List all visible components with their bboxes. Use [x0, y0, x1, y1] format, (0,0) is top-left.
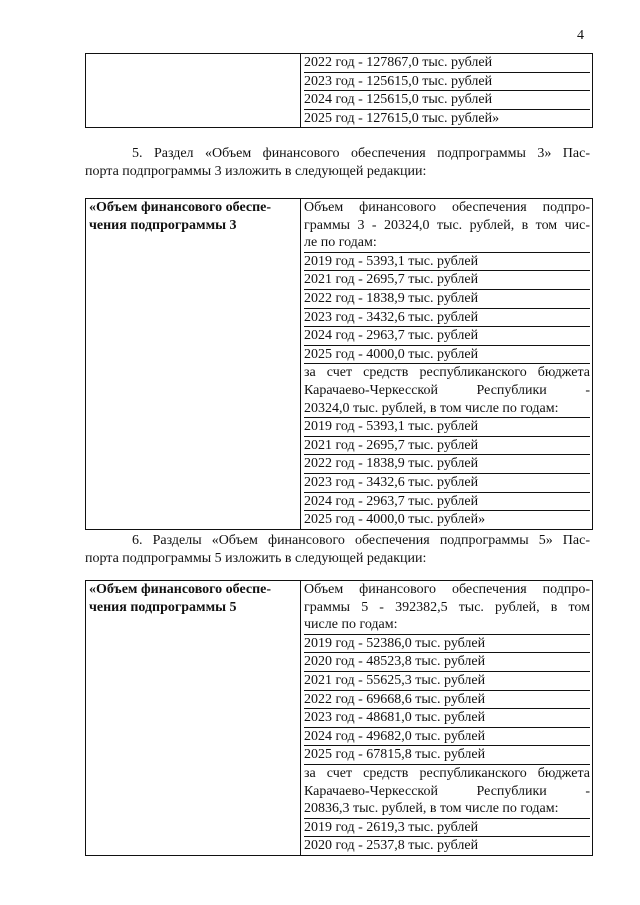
table-left-cell: [86, 199, 301, 530]
table-line: 2022 год - 1838,9 тыс. рублей: [304, 455, 590, 474]
section-heading-line: «Объем финансового обеспе-: [89, 200, 272, 215]
table-right-cell: [301, 54, 593, 128]
paragraph-line: 5. Раздел «Объем финансового обеспечения подпрограммы 3» Пас-: [132, 146, 590, 161]
table-line: 2019 год - 2619,3 тыс. рублей: [304, 819, 590, 838]
table-line: 2019 год - 5393,1 тыс. рублей: [304, 253, 590, 272]
table-right-cell: [301, 199, 593, 530]
table-line: числе по годам:: [304, 616, 590, 635]
table-left-cell-empty: [86, 54, 301, 128]
table-line: 2024 год - 125615,0 тыс. рублей: [304, 91, 590, 110]
paragraph-line: 6. Разделы «Объем финансового обеспечения подпрограммы 5» Пас-: [132, 533, 590, 548]
table-line: Карачаево-Черкесской Республики -: [304, 783, 590, 799]
table-line: 20836,3 тыс. рублей, в том числе по годам:: [304, 800, 590, 819]
table-line: 2024 год - 49682,0 тыс. рублей: [304, 728, 590, 747]
paragraph-line: порта подпрограммы 5 изложить в следующей редакции:: [85, 551, 427, 566]
table-line: 2020 год - 48523,8 тыс. рублей: [304, 653, 590, 672]
page-number: 4: [577, 28, 584, 43]
table-line: 2022 год - 69668,6 тыс. рублей: [304, 691, 590, 710]
funding-table-continuation: [85, 53, 593, 128]
table-line: 2021 год - 55625,3 тыс. рублей: [304, 672, 590, 691]
table-line: 2025 год - 4000,0 тыс. рублей»: [304, 512, 486, 528]
table-line: ле по годам:: [304, 234, 590, 253]
table-line: 2023 год - 125615,0 тыс. рублей: [304, 73, 590, 92]
table-line: за счет средств республиканского бюджета: [304, 365, 590, 381]
paragraph-6: [85, 532, 590, 568]
funding-table-subprogram-3: [85, 198, 593, 530]
table-line: 2023 год - 3432,6 тыс. рублей: [304, 309, 590, 328]
table-line: 2025 год - 127615,0 тыс. рублей»: [304, 110, 500, 126]
table-line: 2024 год - 2963,7 тыс. рублей: [304, 493, 590, 512]
table-line: 2020 год - 2537,8 тыс. рублей: [304, 838, 479, 854]
table-line: 2023 год - 3432,6 тыс. рублей: [304, 474, 590, 493]
table-line: Карачаево-Черкесской Республики -: [304, 382, 590, 398]
table-line: за счет средств республиканского бюджета: [304, 765, 590, 781]
table-line: 2021 год - 2695,7 тыс. рублей: [304, 437, 590, 456]
table-line: граммы 3 - 20324,0 тыс. рублей, в том чис-: [304, 217, 590, 233]
table-line: 2025 год - 67815,8 тыс. рублей: [304, 746, 590, 765]
table-line: 20324,0 тыс. рублей, в том числе по годам:: [304, 400, 590, 419]
funding-table-subprogram-5: [85, 580, 593, 856]
table-line: 2022 год - 127867,0 тыс. рублей: [304, 54, 590, 73]
table-line: Объем финансового обеспечения подпро-: [304, 200, 590, 215]
table-line: 2021 год - 2695,7 тыс. рублей: [304, 271, 590, 290]
table-line: 2022 год - 1838,9 тыс. рублей: [304, 290, 590, 309]
section-heading-line: чения подпрограммы 5: [89, 599, 237, 615]
table-line: 2023 год - 48681,0 тыс. рублей: [304, 709, 590, 728]
paragraph-5: [85, 145, 590, 181]
table-line: 2025 год - 4000,0 тыс. рублей: [304, 346, 590, 365]
section-heading-line: чения подпрограммы 3: [89, 217, 237, 233]
table-line: 2019 год - 5393,1 тыс. рублей: [304, 418, 590, 437]
section-heading-line: «Объем финансового обеспе-: [89, 582, 272, 597]
table-line: 2019 год - 52386,0 тыс. рублей: [304, 635, 590, 654]
table-line: 2024 год - 2963,7 тыс. рублей: [304, 327, 590, 346]
table-right-cell: [301, 581, 593, 856]
paragraph-line: порта подпрограммы 3 изложить в следующей редакции:: [85, 164, 427, 179]
table-line: Объем финансового обеспечения подпро-: [304, 582, 590, 597]
table-left-cell: [86, 581, 301, 856]
table-line: граммы 5 - 392382,5 тыс. рублей, в том: [304, 599, 590, 615]
